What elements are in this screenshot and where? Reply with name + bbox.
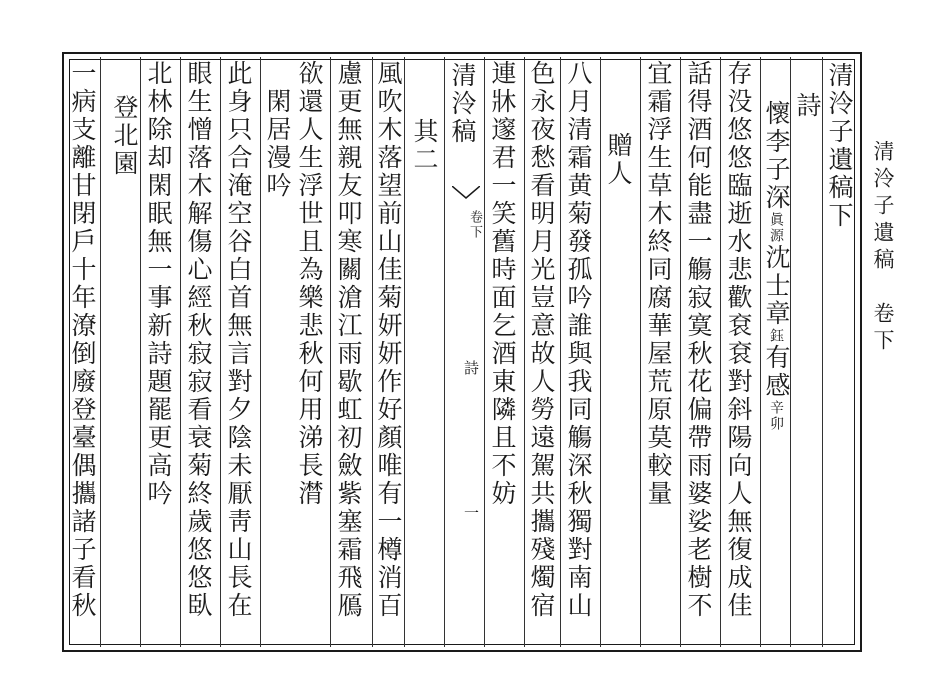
author-name: 沈士章 [762,244,791,328]
column-rule [680,57,681,647]
author-note: 眞源 [768,212,784,244]
column-rule [640,57,641,647]
poem-line: 色永夜愁看明月光豈意故人勞遠駕共攜殘燭宿 [527,60,556,620]
author-note: 鈺 [768,328,784,344]
poem-line: 欲還人生浮世且為樂悲秋何用涕長潸 [295,60,324,508]
margin-volume: 卷下 [871,302,895,356]
column-rule [180,57,181,647]
poem-title: 登北園 [110,94,139,178]
column-rule [260,57,261,647]
column-rule [524,57,525,647]
poem-line: 一病支離甘閉戶十年潦倒廢登臺偶攜諸子看秋 [68,60,97,620]
column-rule [600,57,601,647]
column-rule [822,57,823,647]
margin-gap [871,275,895,302]
poem-title: 懷李子深 [762,100,791,212]
column-rule [372,57,373,647]
column-rule [220,57,221,647]
center-fold-title: 清泠稿 [448,62,477,146]
section-heading: 詩 [793,92,822,120]
poem-title: 贈人 [604,132,633,188]
poem-title: 有感 [762,344,791,400]
margin-book-title: 清泠子遺稿 [871,140,895,275]
fishtail-mark-icon [452,186,480,200]
poem-line: 此身只合淹空谷白首無言對夕陰未厭靑山長在 [224,60,253,620]
date-note: 辛卯 [768,400,784,432]
poem-line: 眼生憎落木解傷心經秋寂寂看衰菊終歲悠悠臥 [184,60,213,620]
poem-line: 北林除却閑眠無一事新詩題罷更高吟 [144,60,173,508]
column-rule [720,57,721,647]
folio-volume: 卷下 [467,210,482,240]
poem-line: 慮更無親友叩寒關滄江雨歇虹初斂紫塞霜飛鴈 [334,60,363,620]
column-rule [484,57,485,647]
poem-line: 風吹木落望前山佳菊妍妍作好顏唯有一樽消百 [374,60,403,620]
column-rule [100,57,101,647]
poem-title-line [764,100,789,432]
poem-title: 閑居漫吟 [263,88,292,200]
column-rule [444,57,445,647]
poem-line: 存没悠悠臨逝水悲歡袞袞對斜陽向人無復成佳 [724,60,753,620]
column-rule [560,57,561,647]
folio-category: 詩 [462,360,480,375]
column-rule [404,57,405,647]
column-rule [760,57,761,647]
poem-line: 話得酒何能盡一觴寂寞秋花偏帶雨婆娑老樹不 [684,60,713,620]
folio-page-number: 一 [462,505,480,520]
poem-line: 連牀邃君一笑舊時面乞酒東隣且不妨 [488,60,517,508]
poem-line: 八月清霜黄菊發孤吟誰與我同觴深秋獨對南山 [564,60,593,620]
poem-subtitle: 其二 [410,118,439,174]
poem-line: 宜霜浮生草木終同腐華屋荒原莫較量 [644,60,673,508]
column-rule [140,57,141,647]
volume-heading: 清泠子遺稿下 [825,62,854,230]
margin-title [872,140,893,356]
column-rule [330,57,331,647]
